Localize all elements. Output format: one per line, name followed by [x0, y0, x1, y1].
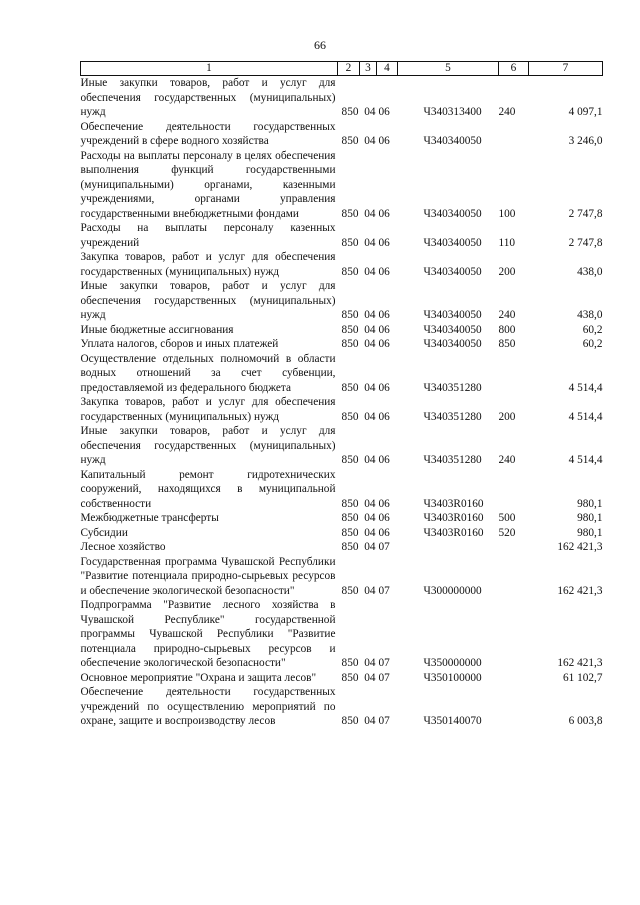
table-row — [81, 526, 603, 541]
row-section-code: 04 — [364, 410, 376, 423]
row-subsection-code: 06 — [378, 309, 390, 321]
row-subsection-code: 07 — [378, 657, 390, 669]
column-header-expense-type: 6 — [499, 62, 529, 76]
row-ministry-code: 850 — [341, 309, 359, 321]
row-target-article: Ч350140070 — [423, 715, 482, 727]
row-ministry-code: 850 — [341, 207, 359, 220]
row-amount: 4 514,4 — [568, 410, 603, 423]
row-section-code: 04 — [364, 106, 376, 118]
row-section-code: 04 — [364, 541, 376, 553]
row-expense-type: 240 — [498, 309, 516, 321]
row-subsection-code: 07 — [378, 671, 390, 684]
row-name: Осуществление отдельных полномочий в области водных отношений за счет субвенции, предоставляемой из федерального бюджета — [80, 352, 336, 394]
column-header-target-article: 5 — [398, 62, 499, 76]
row-amount: 4 514,4 — [568, 381, 603, 394]
table-row — [81, 395, 603, 424]
table-body — [81, 76, 603, 729]
row-name: Лесное хозяйство — [80, 541, 166, 553]
row-name: Подпрограмма "Развитие лесного хозяйства в Чувашской Республике" государственной программы Чувашской Республики "Развитие потенциала природно-сырьевых ресурсов и обеспечение экологической безопасности" — [80, 599, 336, 669]
row-target-article: Ч340340050 — [423, 309, 482, 321]
row-amount: 60,2 — [582, 338, 603, 350]
row-amount: 438,0 — [577, 309, 603, 321]
row-expense-type: 800 — [498, 323, 516, 336]
table-row — [81, 511, 603, 526]
budget-table — [80, 61, 603, 729]
row-amount: 162 421,3 — [557, 541, 603, 553]
row-target-article — [398, 540, 499, 555]
row-ministry-code: 850 — [341, 381, 359, 394]
row-target-article: Ч340340050 — [423, 323, 482, 336]
row-section-code: 04 — [364, 207, 376, 220]
row-expense-type — [499, 468, 529, 512]
column-header-name: 1 — [81, 62, 338, 76]
row-expense-type: 200 — [498, 410, 516, 423]
row-name: Иные закупки товаров, работ и услуг для обеспечения государственных (муниципальных) нужд — [80, 280, 336, 321]
table-row — [81, 76, 603, 120]
row-name: Обеспечение деятельности государственных учреждений в сфере водного хозяйства — [80, 120, 336, 147]
row-section-code: 04 — [364, 323, 376, 336]
row-name: Обеспечение деятельности государственных учреждений по осуществлению мероприятий по охране, защите и воспроизводству лесов — [80, 686, 336, 727]
table-row — [81, 120, 603, 149]
row-target-article: Ч3403R0160 — [423, 512, 484, 524]
row-amount: 60,2 — [582, 323, 603, 336]
row-expense-type: 200 — [498, 265, 516, 278]
row-section-code: 04 — [364, 454, 376, 466]
row-target-article: Ч340340050 — [423, 338, 482, 350]
row-subsection-code: 07 — [378, 715, 390, 727]
row-expense-type: 500 — [498, 512, 516, 524]
row-expense-type: 110 — [498, 236, 516, 249]
table-row — [81, 555, 603, 599]
row-section-code: 04 — [364, 512, 376, 524]
row-amount: 980,1 — [577, 526, 603, 539]
row-amount: 3 246,0 — [568, 135, 603, 147]
row-expense-type — [499, 685, 529, 729]
row-subsection-code: 07 — [378, 541, 390, 553]
table-row — [81, 685, 603, 729]
row-expense-type: 100 — [498, 207, 516, 220]
row-subsection-code: 06 — [378, 338, 390, 350]
row-name: Расходы на выплаты персоналу в целях обеспечения выполнения функций государственными (муниципальными) органами, казенными учреждениями, органами управления государственными внебюджетными фондами — [80, 149, 336, 220]
row-target-article: Ч300000000 — [423, 584, 482, 597]
column-header-section: 3 — [360, 62, 377, 76]
row-name: Государственная программа Чувашской Республики "Развитие потенциала природно-сырьевых ресурсов и обеспечение экологической безопасности" — [80, 555, 336, 597]
row-subsection-code: 07 — [378, 584, 390, 597]
row-expense-type — [499, 120, 529, 149]
row-ministry-code: 850 — [341, 526, 359, 539]
row-section-code: 04 — [364, 309, 376, 321]
row-subsection-code: 06 — [378, 135, 390, 147]
row-name: Основное мероприятие "Охрана и защита лесов" — [80, 671, 317, 684]
row-target-article: Ч340340050 — [423, 236, 482, 249]
row-section-code: 04 — [364, 265, 376, 278]
row-ministry-code: 850 — [341, 410, 359, 423]
row-name: Межбюджетные трансферты — [80, 512, 219, 524]
row-ministry-code: 850 — [341, 657, 359, 669]
row-amount: 980,1 — [577, 497, 603, 510]
table-row — [81, 221, 603, 250]
row-ministry-code: 850 — [341, 584, 359, 597]
row-section-code: 04 — [364, 526, 376, 539]
row-ministry-code: 850 — [341, 106, 359, 118]
row-expense-type — [499, 540, 529, 555]
row-name: Иные закупки товаров, работ и услуг для обеспечения государственных (муниципальных) нужд — [80, 425, 336, 466]
row-amount: 2 747,8 — [568, 207, 603, 220]
row-name: Закупка товаров, работ и услуг для обеспечения государственных (муниципальных) нужд — [80, 251, 336, 278]
row-expense-type — [499, 671, 529, 686]
row-ministry-code: 850 — [341, 338, 359, 350]
row-target-article: Ч340351280 — [423, 381, 482, 394]
row-name: Иные закупки товаров, работ и услуг для обеспечения государственных (муниципальных) нужд — [80, 77, 336, 118]
row-subsection-code: 06 — [378, 512, 390, 524]
row-expense-type: 520 — [498, 526, 516, 539]
table-row — [81, 468, 603, 512]
row-ministry-code: 850 — [341, 541, 359, 553]
row-section-code: 04 — [364, 584, 376, 597]
row-subsection-code: 06 — [378, 265, 390, 278]
column-header-amount: 7 — [529, 62, 603, 76]
row-subsection-code: 06 — [378, 236, 390, 249]
row-expense-type — [499, 598, 529, 671]
row-ministry-code: 850 — [341, 265, 359, 278]
row-section-code: 04 — [364, 715, 376, 727]
row-target-article: Ч340340050 — [423, 135, 482, 147]
row-ministry-code: 850 — [341, 671, 359, 684]
row-ministry-code: 850 — [341, 715, 359, 727]
row-ministry-code: 850 — [341, 236, 359, 249]
row-expense-type: 240 — [498, 454, 516, 466]
row-expense-type — [499, 352, 529, 396]
row-name: Капитальный ремонт гидротехнических сооружений, находящихся в муниципальной собственности — [80, 468, 336, 510]
column-header-ministry: 2 — [338, 62, 360, 76]
row-target-article: Ч340340050 — [423, 207, 482, 220]
column-header-subsection: 4 — [377, 62, 398, 76]
row-ministry-code: 850 — [341, 512, 359, 524]
row-subsection-code: 06 — [378, 410, 390, 423]
row-ministry-code: 850 — [341, 135, 359, 147]
table-row — [81, 424, 603, 468]
row-section-code: 04 — [364, 671, 376, 684]
row-section-code: 04 — [364, 236, 376, 249]
row-amount: 162 421,3 — [557, 584, 603, 597]
row-amount: 438,0 — [577, 265, 603, 278]
row-ministry-code: 850 — [341, 497, 359, 510]
row-amount: 4 097,1 — [568, 106, 603, 118]
table-row — [81, 352, 603, 396]
row-target-article: Ч340340050 — [423, 265, 482, 278]
row-subsection-code: 06 — [378, 106, 390, 118]
table-header-row — [81, 62, 603, 76]
row-subsection-code: 06 — [378, 381, 390, 394]
table-row — [81, 598, 603, 671]
table-row — [81, 337, 603, 352]
table-row — [81, 279, 603, 323]
row-expense-type — [499, 555, 529, 599]
row-subsection-code: 06 — [378, 526, 390, 539]
row-section-code: 04 — [364, 657, 376, 669]
row-subsection-code: 06 — [378, 497, 390, 510]
row-name: Расходы на выплаты персоналу казенных учреждений — [80, 222, 336, 249]
page-number: 66 — [314, 38, 326, 52]
row-section-code: 04 — [364, 338, 376, 350]
row-subsection-code: 06 — [378, 454, 390, 466]
row-target-article: Ч340313400 — [423, 106, 482, 118]
row-amount: 6 003,8 — [568, 715, 603, 727]
row-target-article: Ч340351280 — [423, 454, 482, 466]
row-ministry-code: 850 — [341, 323, 359, 336]
row-target-article: Ч350000000 — [423, 657, 482, 669]
table-row — [81, 149, 603, 222]
row-section-code: 04 — [364, 497, 376, 510]
table-row — [81, 671, 603, 686]
row-name: Уплата налогов, сборов и иных платежей — [80, 338, 279, 350]
row-target-article: Ч340351280 — [423, 410, 482, 423]
table-row — [81, 323, 603, 338]
row-target-article: Ч3403R0160 — [423, 526, 484, 539]
row-target-article: Ч3403R0160 — [423, 497, 484, 510]
table-row — [81, 540, 603, 555]
row-name: Субсидии — [80, 526, 128, 539]
row-expense-type: 850 — [498, 338, 516, 350]
row-name: Закупка товаров, работ и услуг для обеспечения государственных (муниципальных) нужд — [80, 396, 336, 423]
row-amount: 61 102,7 — [562, 671, 603, 684]
row-section-code: 04 — [364, 381, 376, 394]
row-subsection-code: 06 — [378, 207, 390, 220]
row-expense-type: 240 — [498, 106, 516, 118]
row-amount: 4 514,4 — [568, 454, 603, 466]
row-section-code: 04 — [364, 135, 376, 147]
row-amount: 980,1 — [577, 512, 603, 524]
table-row — [81, 250, 603, 279]
row-ministry-code: 850 — [341, 454, 359, 466]
row-amount: 162 421,3 — [557, 657, 603, 669]
row-target-article: Ч350100000 — [423, 671, 482, 684]
row-amount: 2 747,8 — [568, 236, 603, 249]
row-subsection-code: 06 — [378, 323, 390, 336]
row-name: Иные бюджетные ассигнования — [80, 323, 234, 336]
